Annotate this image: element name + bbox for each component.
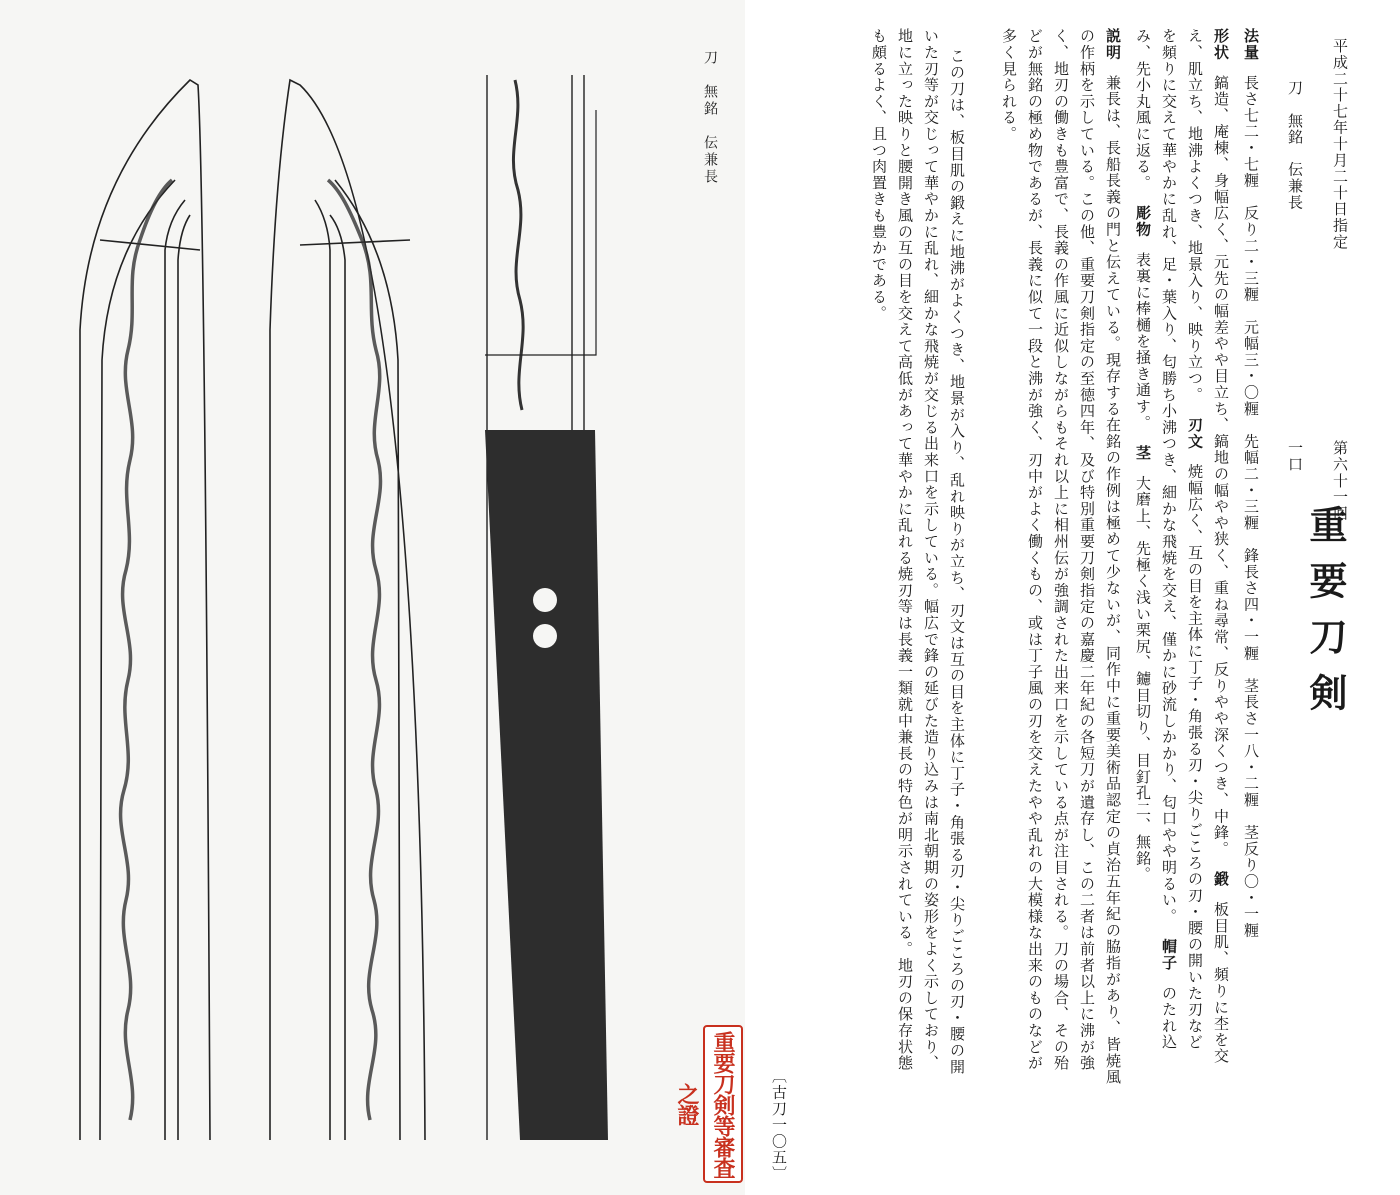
designation-date: 平成二十七年十月二十日指定	[1331, 38, 1349, 250]
session-number: 第六十一回	[1331, 440, 1349, 522]
explanation-line-3: く、地刃の働きも豊富で、長義の作風に近似しながらもそれ以上に相州伝が強調された出来口を示している点が注目される。刀の場合、その殆	[1052, 28, 1070, 1072]
boshi-line: み、先小丸風に返る。彫物表裏に棒樋を掻き通す。茎大磨上、先極く浅い栗尻、鑢目切り、目釘孔二、無銘。	[1134, 28, 1152, 883]
page-title: 重要刀剣	[1303, 505, 1348, 729]
blade-ura	[270, 80, 425, 1140]
boshi-label: 帽子	[1160, 938, 1178, 972]
hamon-ura	[328, 180, 381, 1120]
text-page	[745, 0, 1400, 1195]
forge-label: 鍛	[1212, 871, 1230, 888]
explanation-line-5: 多く見られる。	[1000, 28, 1018, 143]
item-name: 刀 無銘 伝兼長	[1286, 80, 1304, 211]
blade-omote	[80, 80, 210, 1140]
explanation-line-7: いた刃等が交じって華やかに乱れ、細かな飛焼が交じる出来口を示している。幅広で鋒の延びた造り込みは南北朝期の姿形をよく示しており、	[922, 28, 940, 1072]
explanation-line-6: この刀は、板目肌の鍛えに地沸がよくつき、地景が入り、乱れ映りが立ち、刃文は互の目を主体に丁子・角張る刃・尖りごころの刃・腰の開	[948, 48, 966, 1075]
catalog-number: 〔古刀一〇五〕	[770, 1068, 788, 1183]
explanation-label: 説明	[1104, 28, 1122, 61]
explanation-line-4: どが無銘の極め物であるが、長義に似て一段と沸が強く、刃中がよく働くもの、或は丁子風の刃を交えたやや乱れの大模様な出来のものなどが	[1026, 28, 1044, 1072]
explanation-line-9: も頗るよく、且つ肉置きも豊かである。	[870, 28, 888, 322]
hamon-line: を頻りに交えて華やかに乱れ、足・葉入り、匂勝ち小沸つき、細かな飛焼を交え、僅かに砂流しかかり、匂口やや明るい。帽子のたれ込	[1160, 28, 1178, 1051]
explanation-line-2: の作柄を示している。この他、重要刀剣指定の至徳四年、及び特別重要刀剣指定の嘉慶二年紀の各短刀が遺存し、この二者は前者以上に沸が強	[1078, 28, 1096, 1072]
hamon-label: 刃文	[1186, 416, 1204, 450]
explanation-line-8: 地に立った映りと腰開き風の互の目を交えて高低があって華やかに乱れる焼刃等は長義一類就中兼長の特色が明示されている。地刃の保存状態	[896, 28, 914, 1072]
shape-label: 形状	[1212, 28, 1230, 61]
item-count: 一口	[1286, 440, 1304, 473]
measurements-label: 法量	[1242, 28, 1260, 61]
nakago-label: 茎	[1134, 444, 1152, 462]
oshigata-caption: 刀 無銘 伝兼長	[702, 50, 718, 186]
seal-text: 重要刀剣等審査之證	[674, 1030, 736, 1178]
registration-seal	[674, 1025, 743, 1183]
explanation-line-1: 説明兼長は、長船長義の門と伝えている。現存する在銘の作例は極めて少ないが、同作中に重要美術品認定の貞治五年紀の脇指があり、皆焼風	[1104, 28, 1122, 1086]
nakago-drawing	[485, 75, 608, 1140]
shape-line: 形状鎬造、庵棟、身幅広く、元先の幅差やや目立ち、鎬地の幅やや狭く、重ね尋常、反りやや深くつき、中鋒。鍛板目肌、頻りに杢を交	[1212, 28, 1230, 1065]
horimono-label: 彫物	[1134, 205, 1152, 238]
measurements-line	[1241, 28, 1261, 939]
measurements-text: 長さ七二・七糎 反り二・三糎 元幅三・〇糎 先幅二・三糎 鋒長さ四・一糎 茎長さ一八・二糎 茎反り〇・一糎	[1242, 74, 1260, 939]
forge-line: え、肌立ち、地沸よくつき、地景入り、映り立つ。刃文焼幅広く、互の目を主体に丁子・角張る刃・尖りごころの刃・腰の開いた刃など	[1186, 28, 1204, 1051]
